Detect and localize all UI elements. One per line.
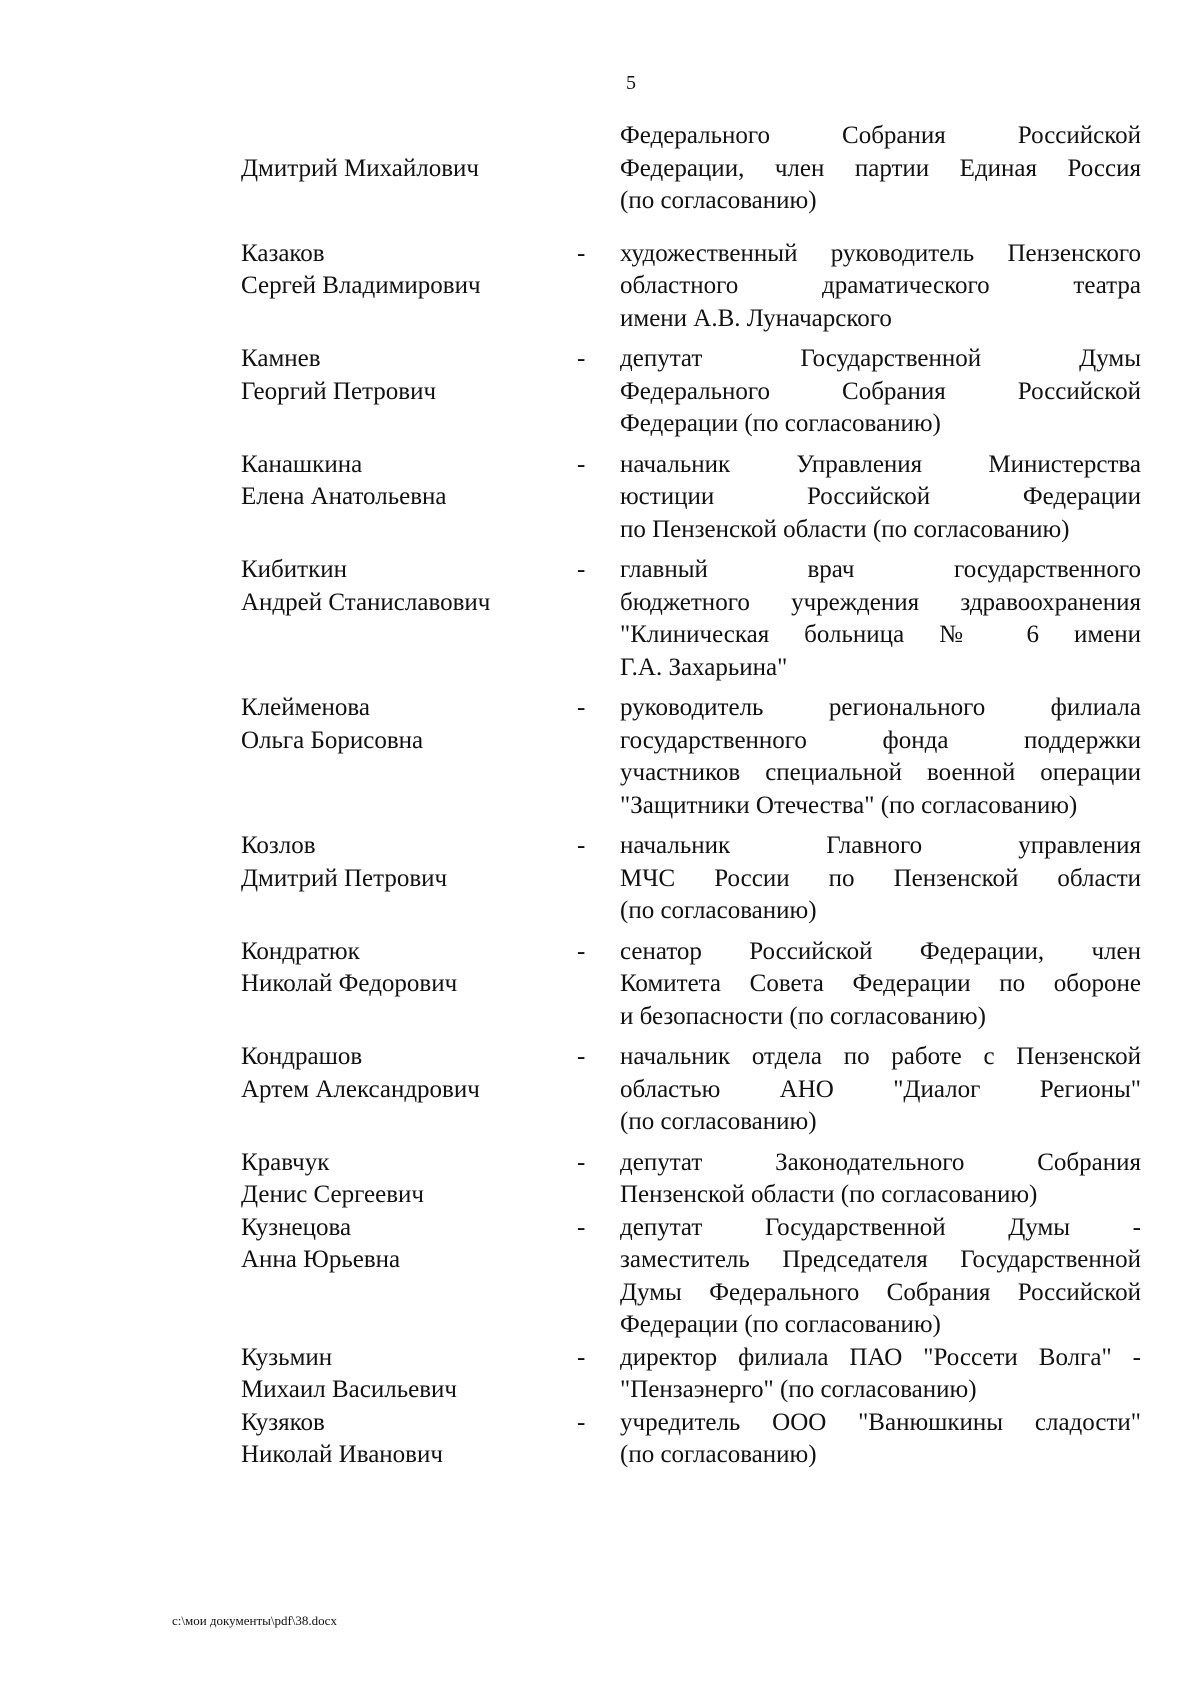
position-line: заместитель Председателя Государственной: [620, 1246, 1141, 1273]
position-line: директор филиала ПАО "Россети Волга" -: [620, 1343, 1141, 1371]
member-surname: Канашкина: [241, 450, 363, 478]
position-line: Думы Федерального Собрания Российской: [620, 1278, 1141, 1306]
member-position: [620, 554, 1141, 684]
member-given-names: Елена Анатольевна: [241, 483, 447, 510]
member-name: [241, 936, 571, 1001]
position-line: Г.А. Захарьина": [620, 653, 788, 681]
member-position: [620, 238, 1141, 336]
separator-dash: -: [577, 1408, 586, 1436]
position-line: Федерального Собрания Российской: [620, 377, 1141, 405]
member-name: [241, 1041, 571, 1106]
member-entry: [241, 1407, 1141, 1472]
member-name: [241, 120, 571, 185]
position-line: юстиции Российской Федерации: [620, 483, 1141, 510]
position-line: по Пензенской области (по согласованию): [620, 515, 1070, 543]
position-line: художественный руководитель Пензенского: [620, 239, 1141, 267]
position-line: Комитета Совета Федерации по обороне: [620, 970, 1141, 997]
member-name: [241, 1147, 571, 1212]
separator-dash: -: [577, 1213, 586, 1241]
member-given-names: Андрей Станиславович: [241, 588, 491, 616]
member-name: [241, 830, 571, 895]
separator-dash: -: [577, 450, 586, 478]
member-position: [620, 830, 1141, 928]
position-line: имени А.В. Луначарского: [620, 304, 892, 332]
position-line: руководитель регионального филиала: [620, 694, 1141, 721]
member-entry: [241, 343, 1141, 441]
member-surname: Козлов: [241, 832, 316, 859]
separator-dash: -: [577, 345, 586, 372]
member-surname: Кузьмин: [241, 1343, 333, 1371]
member-position: [620, 1212, 1141, 1342]
member-given-names: Николай Федорович: [241, 970, 458, 997]
member-given-names: Георгий Петрович: [241, 377, 437, 405]
member-entry: [241, 554, 1141, 684]
position-line: областью АНО "Диалог Регионы": [620, 1075, 1141, 1103]
separator-dash: -: [577, 1043, 586, 1070]
position-line: начальник Управления Министерства: [620, 450, 1141, 478]
position-line: "Защитники Отечества" (по согласованию): [620, 791, 1078, 819]
member-entry: [241, 936, 1141, 1034]
member-surname: Клейменова: [241, 694, 370, 721]
separator-dash: -: [577, 239, 586, 267]
members-list: [241, 120, 1141, 1472]
member-surname: [241, 120, 571, 153]
position-line: депутат Государственной Думы -: [620, 1213, 1141, 1241]
member-entry: [241, 238, 1141, 336]
member-name: [241, 692, 571, 757]
member-given-names: Денис Сергеевич: [241, 1181, 425, 1208]
file-path-footer: c:\мои документы\pdf\38.docx: [172, 1613, 337, 1628]
position-line: "Пензаэнерго" (по согласованию): [620, 1376, 977, 1403]
member-given-names: Артем Александрович: [241, 1075, 480, 1103]
separator-dash: -: [577, 832, 586, 859]
position-line: начальник Главного управления: [620, 832, 1141, 859]
position-line: Пензенской области (по согласованию): [620, 1181, 1038, 1208]
position-line: Федерального Собрания Российской: [620, 122, 1141, 149]
member-position: [620, 449, 1141, 547]
member-surname: Кондратюк: [241, 937, 360, 965]
position-line: и безопасности (по согласованию): [620, 1002, 986, 1030]
member-given-names: Сергей Владимирович: [241, 272, 481, 299]
position-line: депутат Законодательного Собрания: [620, 1148, 1141, 1176]
member-name: [241, 449, 571, 514]
member-entry: [241, 830, 1141, 928]
position-line: (по согласованию): [620, 897, 817, 924]
member-name: [241, 238, 571, 303]
position-line: участников специальной военной операции: [620, 759, 1141, 786]
member-entry: [241, 449, 1141, 547]
member-surname: Кондрашов: [241, 1043, 363, 1070]
member-name: [241, 1212, 571, 1277]
position-line: депутат Государственной Думы: [620, 345, 1141, 372]
member-given-names: Ольга Борисовна: [241, 726, 424, 754]
member-given-names: Михаил Васильевич: [241, 1376, 457, 1403]
member-position: [620, 343, 1141, 441]
member-position: [620, 936, 1141, 1034]
member-surname: Казаков: [241, 239, 325, 267]
member-surname: Кузнецова: [241, 1213, 352, 1241]
member-entry: [241, 1212, 1141, 1342]
member-position: [620, 692, 1141, 822]
position-line: (по согласованию): [620, 1108, 817, 1135]
position-line: государственного фонда поддержки: [620, 726, 1141, 754]
member-surname: Кибиткин: [241, 556, 347, 583]
member-surname: Кузяков: [241, 1408, 325, 1436]
position-line: областного драматического театра: [620, 272, 1141, 299]
member-entry: [241, 1041, 1141, 1139]
separator-dash: -: [577, 1343, 586, 1371]
position-line: бюджетного учреждения здравоохранения: [620, 588, 1141, 616]
member-name: [241, 1407, 571, 1472]
position-line: главный врач государственного: [620, 556, 1141, 583]
position-line: (по согласованию): [620, 1441, 817, 1468]
member-surname: Кравчук: [241, 1148, 330, 1176]
member-given-names: Дмитрий Михайлович: [241, 154, 479, 182]
position-line: Федерации, член партии Единая Россия: [620, 154, 1141, 182]
position-line: сенатор Российской Федерации, член: [620, 937, 1141, 965]
position-line: учредитель ООО "Ванюшкины сладости": [620, 1408, 1141, 1436]
member-surname: Камнев: [241, 345, 321, 372]
separator-dash: -: [577, 556, 586, 583]
member-position: [620, 120, 1141, 218]
position-line: МЧС России по Пензенской области: [620, 864, 1141, 892]
member-given-names: Дмитрий Петрович: [241, 864, 448, 892]
member-entry: [241, 1342, 1141, 1407]
page-number: 5: [626, 72, 636, 94]
position-line: Федерации (по согласованию): [620, 410, 941, 437]
member-given-names: Анна Юрьевна: [241, 1246, 401, 1273]
separator-dash: -: [577, 937, 586, 965]
member-name: [241, 1342, 571, 1407]
position-line: Федерации (по согласованию): [620, 1311, 941, 1338]
position-line: начальник отдела по работе с Пензенской: [620, 1043, 1141, 1070]
member-position: [620, 1407, 1141, 1472]
separator-dash: -: [577, 1148, 586, 1176]
member-position: [620, 1342, 1141, 1407]
member-entry: [241, 120, 1141, 218]
position-line: "Клиническая больница № 6 имени: [620, 621, 1141, 648]
member-name: [241, 554, 571, 619]
member-position: [620, 1147, 1141, 1212]
member-position: [620, 1041, 1141, 1139]
member-entry: [241, 692, 1141, 822]
position-line: (по согласованию): [620, 187, 817, 214]
member-entry: [241, 1147, 1141, 1212]
member-given-names: Николай Иванович: [241, 1441, 443, 1468]
member-name: [241, 343, 571, 408]
separator-dash: -: [577, 694, 586, 721]
